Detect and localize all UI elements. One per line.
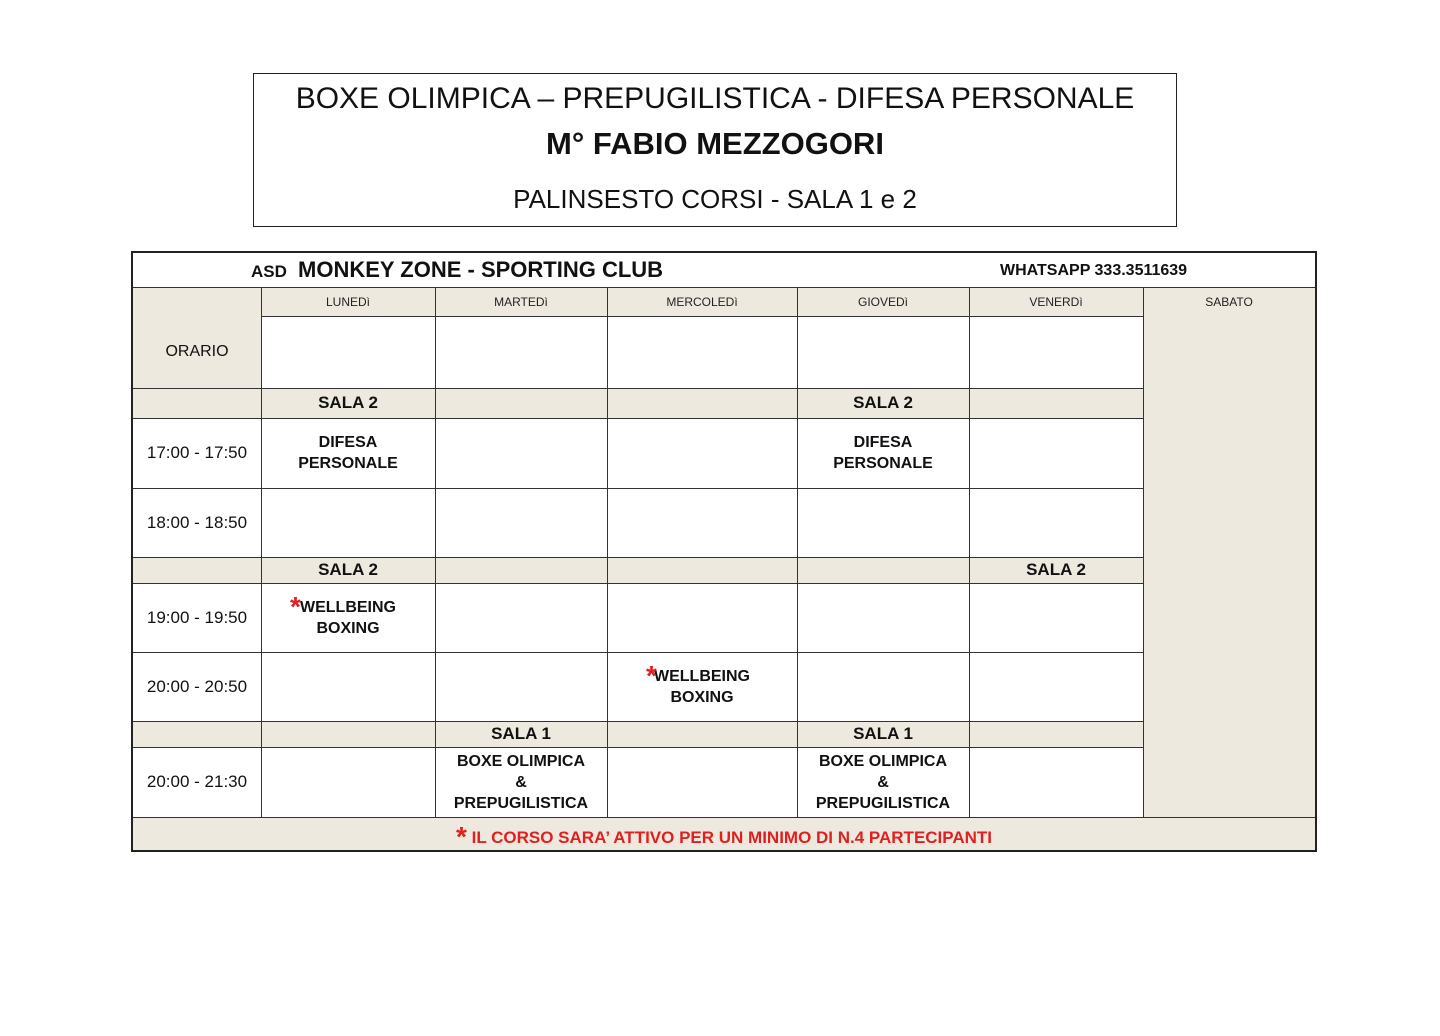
room-label-thursday: SALA 1 bbox=[853, 724, 913, 743]
room-label-thursday: SALA 2 bbox=[853, 393, 913, 412]
course-wellbeing-wednesday bbox=[607, 652, 797, 721]
course-line: BOXE OLIMPICA bbox=[456, 752, 585, 770]
course-line: DIFESA bbox=[318, 434, 378, 451]
schedule-table bbox=[131, 251, 1317, 852]
course-line: BOXING bbox=[316, 619, 380, 637]
day-header-thursday: GIOVEDì bbox=[857, 295, 908, 309]
course-difesa-thursday bbox=[797, 418, 969, 488]
title-line-schedule: PALINSESTO CORSI - SALA 1 e 2 bbox=[513, 184, 917, 214]
room-band-3 bbox=[133, 721, 1143, 747]
course-wellbeing-monday bbox=[261, 583, 435, 652]
time-slot-2000: 20:00 - 20:50 bbox=[146, 676, 248, 696]
day-header-monday: LUNEDì bbox=[325, 295, 370, 309]
room-label-tuesday: SALA 1 bbox=[491, 724, 551, 743]
course-line: PREPUGILISTICA bbox=[815, 794, 951, 812]
room-label-friday: SALA 2 bbox=[1026, 560, 1086, 579]
course-difesa-monday bbox=[261, 418, 435, 488]
whatsapp-contact: WHATSAPP 333.3511639 bbox=[1000, 262, 1188, 279]
day-header-friday: VENERDì bbox=[1029, 295, 1083, 309]
time-slot-1900: 19:00 - 19:50 bbox=[146, 607, 248, 627]
room-label-monday: SALA 2 bbox=[318, 560, 378, 579]
course-line: WELLBEING bbox=[300, 598, 396, 616]
course-line: PERSONALE bbox=[833, 455, 933, 472]
day-header-saturday: SABATO bbox=[1205, 295, 1253, 309]
divider-line bbox=[261, 288, 262, 817]
divider-line bbox=[133, 747, 1143, 748]
course-line: BOXE OLIMPICA bbox=[818, 752, 947, 770]
time-slot-2000-2130: 20:00 - 21:30 bbox=[146, 772, 248, 791]
time-slot-1700: 17:00 - 17:50 bbox=[146, 443, 248, 462]
course-line: DIFESA bbox=[853, 434, 913, 451]
divider-line bbox=[133, 721, 1143, 722]
course-boxe-tuesday bbox=[435, 747, 607, 817]
title-box bbox=[253, 73, 1177, 227]
divider-line bbox=[1143, 288, 1144, 817]
divider-line bbox=[607, 288, 608, 817]
title-line-instructor: M° FABIO MEZZOGORI bbox=[546, 126, 884, 161]
asterisk-mark: * bbox=[646, 660, 657, 691]
course-line: BOXING bbox=[670, 688, 734, 706]
saturday-column bbox=[1143, 316, 1315, 817]
course-line: & bbox=[877, 773, 889, 791]
course-line: PREPUGILISTICA bbox=[453, 794, 589, 812]
club-prefix: ASD bbox=[251, 262, 287, 281]
footnote bbox=[133, 821, 1315, 853]
divider-line bbox=[969, 288, 970, 817]
club-name: MONKEY ZONE - SPORTING CLUB bbox=[298, 257, 664, 282]
course-line: & bbox=[515, 773, 527, 791]
footnote-text: IL CORSO SARA’ ATTIVO PER UN MINIMO DI N.4 PARTECIPANTI bbox=[471, 828, 993, 847]
day-header-wednesday: MERCOLEDì bbox=[666, 295, 738, 309]
divider-line bbox=[133, 488, 1143, 489]
time-slot-1800: 18:00 - 18:50 bbox=[146, 512, 248, 532]
course-line: WELLBEING bbox=[654, 667, 750, 685]
course-line: PERSONALE bbox=[298, 455, 398, 472]
divider-line bbox=[133, 817, 1315, 818]
asterisk-mark: * bbox=[290, 591, 301, 622]
orario-label: ORARIO bbox=[165, 343, 229, 360]
title-line-disciplines: BOXE OLIMPICA – PREPUGILISTICA - DIFESA PERSONALE bbox=[295, 82, 1135, 115]
day-header-tuesday: MARTEDì bbox=[494, 295, 548, 309]
divider-line bbox=[261, 316, 1143, 317]
course-boxe-thursday bbox=[797, 747, 969, 817]
room-label-monday: SALA 2 bbox=[318, 393, 378, 412]
asterisk-mark: * bbox=[455, 821, 467, 852]
